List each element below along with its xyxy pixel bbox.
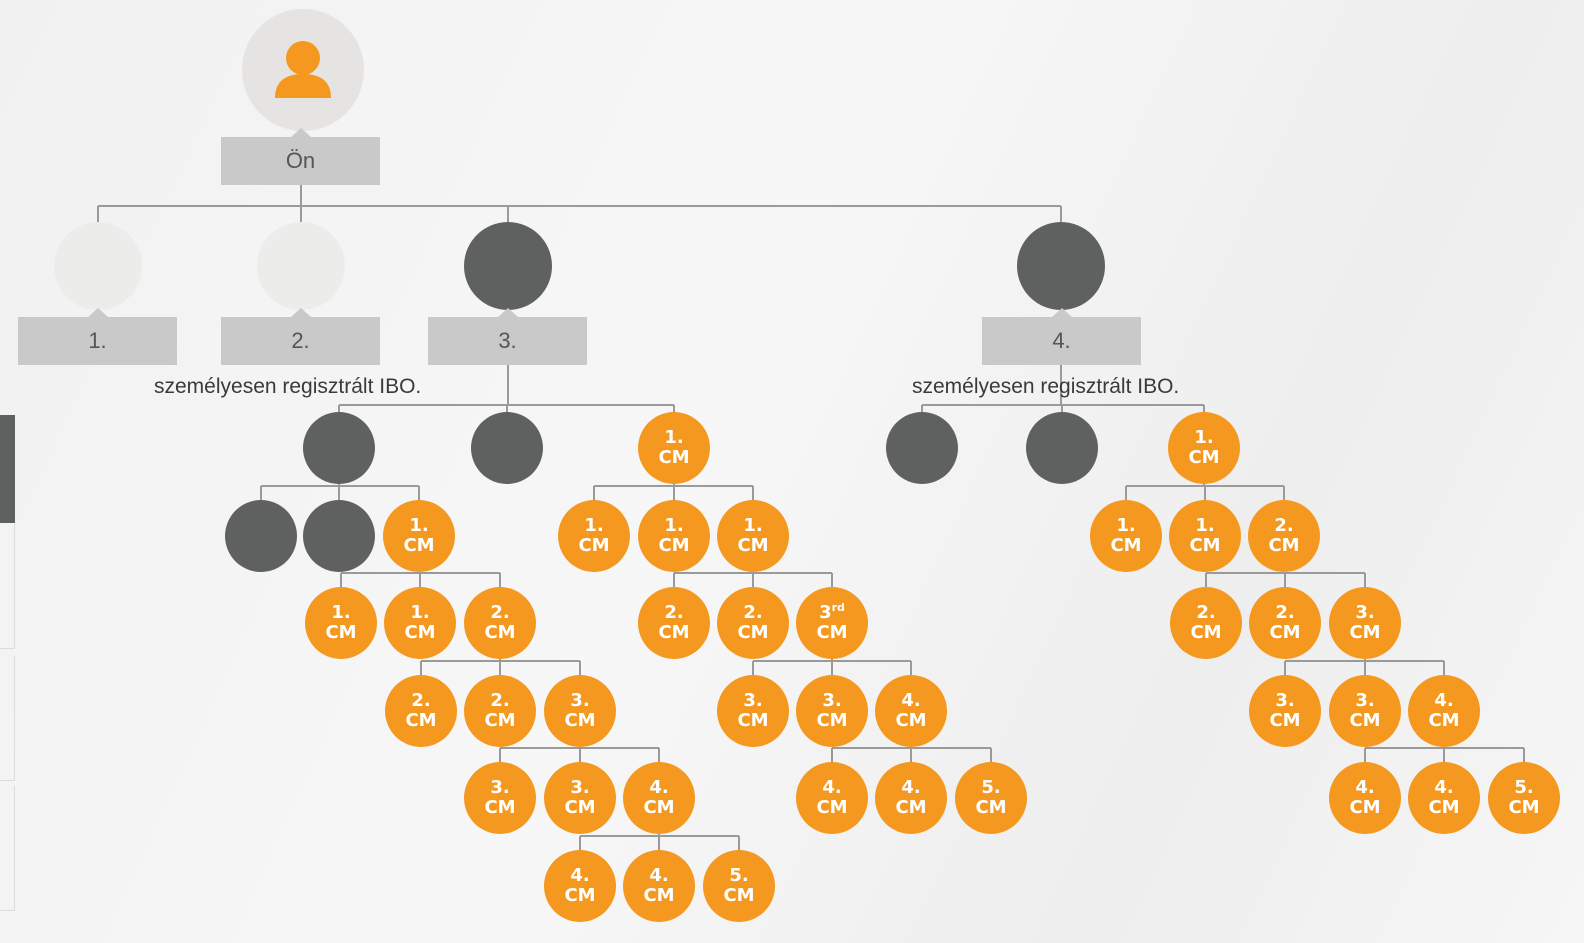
cm-node-label: CM (1189, 535, 1221, 556)
member-label-n3 (428, 317, 587, 365)
cm-node (875, 762, 947, 834)
cm-node-label: CM (1190, 622, 1222, 643)
cm-number-text: 1. (1116, 515, 1136, 536)
ibo-node (1026, 412, 1098, 484)
cm-number-text: 1. (664, 515, 684, 536)
cm-number-text: 1. (410, 602, 430, 623)
cm-number-text: 1. (743, 515, 763, 536)
cm-number-text: 2. (1196, 602, 1216, 623)
cm-node-number (570, 778, 589, 798)
cm-node-number (490, 691, 509, 711)
sidebar-cell[interactable] (0, 786, 15, 911)
cm-node-label: CM (405, 710, 437, 731)
cm-node-number (1355, 778, 1374, 798)
cm-node-label: CM (403, 535, 435, 556)
cm-node-number (1196, 603, 1215, 623)
cm-node-number (1195, 516, 1214, 536)
member-label-n2 (221, 317, 380, 365)
cm-node-number (649, 778, 668, 798)
ibo-node (303, 500, 375, 572)
cm-node-label: CM (723, 885, 755, 906)
cm-node-label: CM (1188, 447, 1220, 468)
cm-node (544, 850, 616, 922)
caption-right: személyesen regisztrált IBO. (912, 375, 1180, 398)
cm-node (796, 762, 868, 834)
cm-number-text: 1. (664, 427, 684, 448)
cm-node-number (1275, 691, 1294, 711)
cm-number-text: 4. (1434, 690, 1454, 711)
cm-node (544, 675, 616, 747)
cm-node (544, 762, 616, 834)
cm-node-number (743, 691, 762, 711)
person-icon (269, 36, 337, 104)
member-circle-n3 (464, 222, 552, 310)
cm-node-number (1514, 778, 1533, 798)
cm-node-label: CM (737, 710, 769, 731)
cm-node (717, 675, 789, 747)
cm-node-number (743, 516, 762, 536)
root-label-text: Ön (285, 148, 316, 173)
cm-number-text: 2. (664, 602, 684, 623)
cm-number-text: 1. (409, 515, 429, 536)
cm-number-text: 3. (1355, 602, 1375, 623)
cm-node (717, 587, 789, 659)
ibo-node (886, 412, 958, 484)
member-circle-n2 (257, 222, 345, 310)
member-label-text: 2. (291, 328, 310, 353)
cm-node-label: CM (1269, 622, 1301, 643)
cm-number-text: 1. (1195, 515, 1215, 536)
cm-node-number (1194, 428, 1213, 448)
cm-number-text: 2. (743, 602, 763, 623)
ibo-node (225, 500, 297, 572)
cm-node-number (570, 866, 589, 886)
sidebar-tab[interactable] (0, 415, 15, 523)
cm-node-label: CM (484, 622, 516, 643)
cm-node-label: CM (816, 797, 848, 818)
cm-node-label: CM (578, 535, 610, 556)
cm-number-text: 3. (570, 690, 590, 711)
cm-number-text: 3. (1355, 690, 1375, 711)
cm-number-text: 1. (331, 602, 351, 623)
cm-node-label: CM (737, 622, 769, 643)
cm-node (384, 587, 456, 659)
cm-number-suffix: rd (831, 601, 845, 614)
cm-node-number (1275, 603, 1294, 623)
cm-node-number (901, 691, 920, 711)
cm-number-text: 2. (490, 690, 510, 711)
cm-node-label: CM (404, 622, 436, 643)
caption-left: személyesen regisztrált IBO. (154, 375, 422, 398)
sidebar-cell[interactable] (0, 656, 15, 781)
cm-node (1169, 500, 1241, 572)
cm-node-label: CM (564, 797, 596, 818)
cm-node-number (664, 428, 683, 448)
member-circle-n1 (54, 222, 142, 310)
cm-node-number (822, 691, 841, 711)
cm-number-text: 1. (1194, 427, 1214, 448)
cm-node-number (1355, 603, 1374, 623)
cm-node-label: CM (658, 447, 690, 468)
member-label-n1 (18, 317, 177, 365)
member-label-text: 3. (498, 328, 517, 353)
cm-node (1408, 675, 1480, 747)
cm-node (875, 675, 947, 747)
cm-number-text: 2. (490, 602, 510, 623)
cm-node-label: CM (564, 710, 596, 731)
cm-node-label: CM (658, 535, 690, 556)
cm-node (623, 850, 695, 922)
cm-node-number (1274, 516, 1293, 536)
cm-node-label: CM (816, 710, 848, 731)
cm-node (955, 762, 1027, 834)
cm-node-number (409, 516, 428, 536)
cm-node-number (819, 603, 845, 623)
cm-node-number (664, 516, 683, 536)
cm-node-label: CM (1269, 710, 1301, 731)
cm-node (1248, 500, 1320, 572)
cm-number-text: 2. (411, 690, 431, 711)
cm-node-number (410, 603, 429, 623)
cm-node (464, 675, 536, 747)
cm-node-number (1434, 691, 1453, 711)
cm-node (638, 587, 710, 659)
cm-number-text: 4. (570, 865, 590, 886)
cm-node-label: CM (325, 622, 357, 643)
cm-node (464, 762, 536, 834)
cm-number-text: 4. (822, 777, 842, 798)
cm-node-number (411, 691, 430, 711)
cm-number-text: 5. (729, 865, 749, 886)
cm-node-number (649, 866, 668, 886)
cm-node-number (331, 603, 350, 623)
cm-node (638, 412, 710, 484)
cm-number-text: 5. (1514, 777, 1534, 798)
cm-node (1170, 587, 1242, 659)
cm-number-text: 2. (1275, 602, 1295, 623)
ibo-node (303, 412, 375, 484)
cm-node (305, 587, 377, 659)
cm-node (717, 500, 789, 572)
cm-number-text: 4. (649, 865, 669, 886)
cm-node-number (1434, 778, 1453, 798)
cm-node-label: CM (895, 797, 927, 818)
cm-number-text: 4. (901, 777, 921, 798)
cm-node-number (490, 778, 509, 798)
cm-node-number (729, 866, 748, 886)
cm-node-label: CM (643, 797, 675, 818)
cm-node-number (570, 691, 589, 711)
cm-node (1329, 587, 1401, 659)
cm-node (638, 500, 710, 572)
member-label-text: 1. (88, 328, 107, 353)
cm-number-text: 3 (819, 602, 832, 623)
cm-node-number (1116, 516, 1135, 536)
member-circle-n4 (1017, 222, 1105, 310)
cm-number-text: 4. (1434, 777, 1454, 798)
cm-node (796, 587, 868, 659)
cm-node-label: CM (1349, 710, 1381, 731)
cm-node (558, 500, 630, 572)
cm-node-number (743, 603, 762, 623)
cm-node (1168, 412, 1240, 484)
cm-node-label: CM (1349, 797, 1381, 818)
cm-node-number (822, 778, 841, 798)
member-label-n4 (982, 317, 1141, 365)
root-avatar (242, 9, 364, 131)
cm-node (464, 587, 536, 659)
cm-number-text: 5. (981, 777, 1001, 798)
cm-node (385, 675, 457, 747)
cm-node-number (664, 603, 683, 623)
cm-node (796, 675, 868, 747)
cm-node-label: CM (643, 885, 675, 906)
cm-node (1329, 675, 1401, 747)
cm-node (1408, 762, 1480, 834)
ibo-node (471, 412, 543, 484)
cm-number-text: 2. (1274, 515, 1294, 536)
cm-number-text: 4. (649, 777, 669, 798)
cm-number-text: 1. (584, 515, 604, 536)
cm-node (1488, 762, 1560, 834)
cm-node (1329, 762, 1401, 834)
cm-node-label: CM (1110, 535, 1142, 556)
cm-node (623, 762, 695, 834)
root-label (221, 137, 380, 185)
cm-node-number (1355, 691, 1374, 711)
cm-node (1249, 587, 1321, 659)
cm-node-label: CM (1349, 622, 1381, 643)
cm-node-label: CM (484, 797, 516, 818)
cm-node (1249, 675, 1321, 747)
cm-number-text: 4. (1355, 777, 1375, 798)
cm-node-label: CM (1508, 797, 1540, 818)
cm-node-number (584, 516, 603, 536)
cm-node-number (901, 778, 920, 798)
cm-node-label: CM (737, 535, 769, 556)
cm-node (383, 500, 455, 572)
cm-node (703, 850, 775, 922)
cm-node-number (981, 778, 1000, 798)
member-label-text: 4. (1052, 328, 1071, 353)
cm-number-text: 3. (743, 690, 763, 711)
cm-node (1090, 500, 1162, 572)
cm-node-label: CM (564, 885, 596, 906)
cm-node-label: CM (1428, 710, 1460, 731)
cm-node-label: CM (975, 797, 1007, 818)
cm-number-text: 4. (901, 690, 921, 711)
sidebar-cell[interactable] (0, 524, 15, 649)
cm-number-text: 3. (570, 777, 590, 798)
cm-node-label: CM (484, 710, 516, 731)
cm-node-number (490, 603, 509, 623)
cm-node-label: CM (1428, 797, 1460, 818)
cm-node-label: CM (1268, 535, 1300, 556)
cm-node-label: CM (895, 710, 927, 731)
cm-node-label: CM (658, 622, 690, 643)
cm-node-label: CM (816, 622, 848, 643)
cm-number-text: 3. (490, 777, 510, 798)
cm-number-text: 3. (822, 690, 842, 711)
cm-number-text: 3. (1275, 690, 1295, 711)
